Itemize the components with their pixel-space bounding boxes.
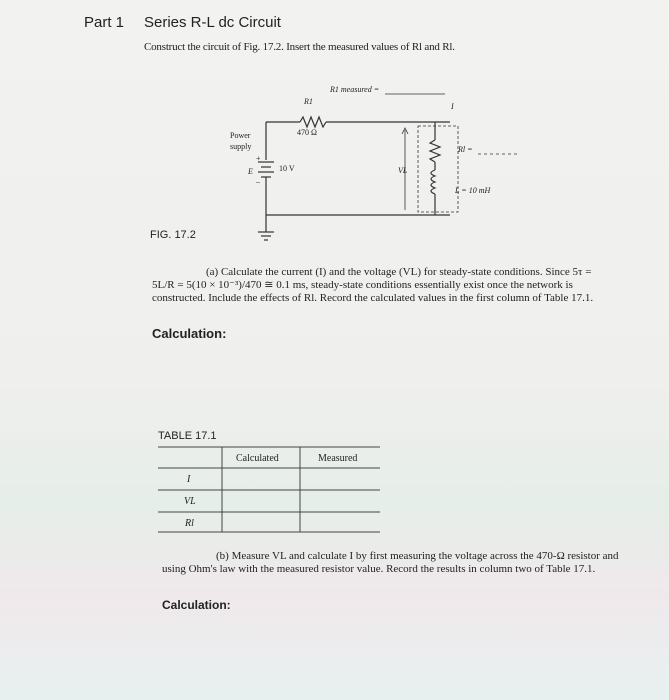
r1-measured-label: R1 measured = [330,85,380,94]
e-label: E [248,167,253,176]
table-header-calculated: Calculated [236,453,279,464]
r1-label: R1 [304,97,313,106]
table-title: TABLE 17.1 [158,430,217,442]
calculation-label-b: Calculation: [162,598,231,612]
minus-sign: – [256,177,260,186]
figure-label: FIG. 17.2 [150,229,196,241]
r1-value: 470 Ω [297,128,317,137]
voltage-label: 10 V [279,164,295,173]
part-b-text: (b) Measure VL and calculate I by first measuring the voltage across the 470-Ω resistor and using Ohm's law with the measured resistor value. Record the results in column two of Table 17.1. [162,550,619,575]
power-supply-label: Power supply [230,131,252,151]
calculation-label-a: Calculation: [152,326,227,341]
part-a-text: (a) Calculate the current (I) and the voltage (VL) for steady-state conditions. Since 5τ = 5L/R = 5(10 × 10⁻³)/470 ≅ 0.1 ms, steady-state conditions essentially exist once the network is constructed. Include the effects of Rl. Record the calculated values in the first column of Table 17.1. [152,266,594,304]
rl-label: Rl = [458,145,473,154]
part-label: Part 1 [84,14,125,31]
vl-label: VL [398,166,408,175]
table-row-label-rl: Rl [185,518,194,529]
instruction-text: Construct the circuit of Fig. 17.2. Insert the measured values of Rl and Rl. [144,41,455,53]
plus-sign: + [256,154,261,163]
section-title: Series R-L dc Circuit [144,14,281,31]
table-header-measured: Measured [318,453,358,464]
table-row-label-i: I [187,474,191,485]
table-row-label-vl: VL [184,496,196,507]
current-label: I [451,102,454,111]
l-value-label: L = 10 mH [455,186,491,195]
